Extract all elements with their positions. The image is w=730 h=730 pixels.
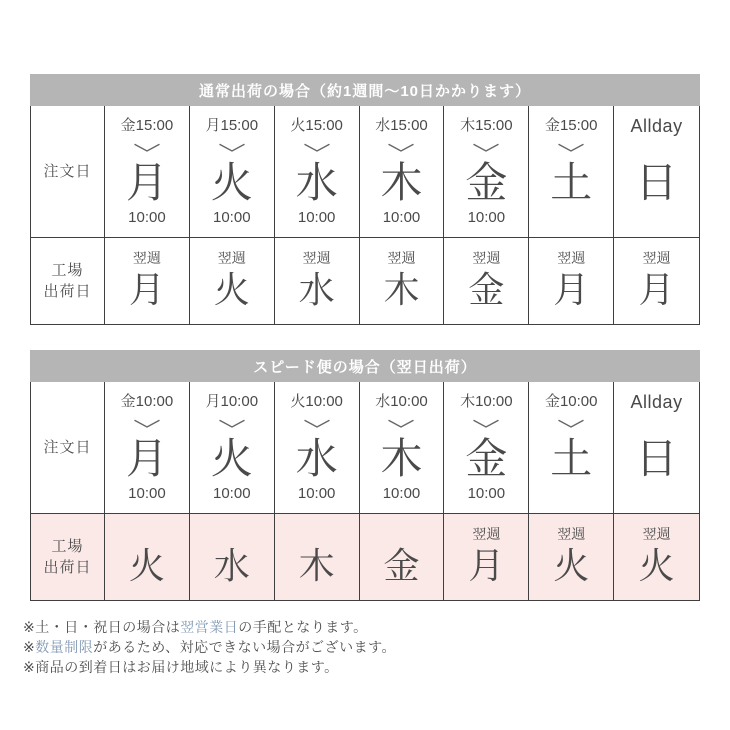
chevron-down-icon bbox=[558, 138, 584, 158]
order-day: 月 bbox=[125, 434, 168, 482]
order-deadline: 金15:00 bbox=[544, 116, 598, 134]
ship-cell bbox=[360, 514, 445, 600]
next-week-prefix: 翌週 bbox=[557, 526, 586, 542]
order-cell-tue bbox=[190, 106, 275, 238]
ship-day: 水 bbox=[213, 545, 250, 586]
ship-day: 金 bbox=[383, 545, 420, 586]
order-deadline: Allday bbox=[630, 391, 683, 412]
ship-cell bbox=[529, 514, 614, 600]
factory-ship-label-line1: 工場 bbox=[51, 262, 84, 279]
order-cell-sun bbox=[614, 106, 699, 238]
order-time: 10:00 bbox=[128, 208, 166, 226]
quantity-limit-link[interactable]: 数量制限 bbox=[35, 639, 94, 655]
ship-day: 月 bbox=[128, 269, 165, 310]
footnote-text: ※商品の到着日はお届け地域により異なります。 bbox=[23, 659, 339, 675]
ship-cell bbox=[190, 238, 275, 324]
order-time: 10:00 bbox=[382, 484, 421, 502]
footnote-holiday bbox=[23, 617, 730, 637]
factory-ship-label bbox=[31, 238, 105, 324]
footnote-text: があるため、対応できない場合がございます。 bbox=[93, 639, 397, 655]
next-week-prefix: 翌週 bbox=[472, 526, 501, 542]
order-cell-sat bbox=[529, 106, 614, 238]
order-date-label bbox=[31, 382, 105, 514]
ship-day: 火 bbox=[128, 545, 165, 586]
order-day: 土 bbox=[550, 158, 593, 206]
ship-cell bbox=[275, 514, 360, 600]
order-day: 日 bbox=[635, 434, 678, 482]
order-day: 水 bbox=[295, 434, 338, 482]
ship-day: 月 bbox=[553, 269, 590, 310]
next-week-prefix: 翌週 bbox=[557, 250, 586, 266]
order-time: 10:00 bbox=[467, 208, 506, 226]
order-cell-thu bbox=[360, 382, 445, 514]
order-day: 火 bbox=[210, 158, 253, 206]
chevron-down-icon bbox=[219, 138, 245, 158]
ship-cell bbox=[529, 238, 614, 324]
footnote-text: ※土・日・祝日の場合は bbox=[23, 619, 181, 635]
order-date-label bbox=[31, 106, 105, 238]
factory-ship-label-line1: 工場 bbox=[51, 538, 84, 555]
order-day: 火 bbox=[210, 434, 253, 482]
ship-day: 金 bbox=[468, 269, 505, 310]
order-deadline: 金10:00 bbox=[120, 392, 174, 410]
factory-ship-label-line2: 出荷日 bbox=[43, 559, 92, 576]
footnote-arrival bbox=[23, 657, 730, 677]
ship-cell bbox=[360, 238, 445, 324]
ship-day: 火 bbox=[553, 545, 590, 586]
order-time: 10:00 bbox=[297, 484, 336, 502]
order-deadline: 月15:00 bbox=[205, 116, 259, 134]
next-week-prefix: 翌週 bbox=[472, 250, 501, 266]
order-time: 10:00 bbox=[128, 484, 166, 502]
order-deadline: 火10:00 bbox=[290, 392, 343, 410]
chevron-down-icon bbox=[134, 138, 160, 158]
order-cell-tue bbox=[190, 382, 275, 514]
footnote-quantity bbox=[23, 637, 730, 657]
ship-day: 火 bbox=[638, 545, 675, 586]
order-day: 木 bbox=[380, 434, 423, 482]
chevron-down-icon bbox=[388, 414, 414, 434]
next-week-prefix: 翌週 bbox=[642, 526, 671, 542]
ship-cell bbox=[614, 514, 699, 600]
chevron-down-icon bbox=[219, 414, 245, 434]
chevron-down-icon bbox=[473, 414, 499, 434]
order-cell-mon bbox=[105, 106, 190, 238]
factory-ship-label-line2: 出荷日 bbox=[43, 283, 92, 300]
order-date-label-text: 注文日 bbox=[43, 439, 92, 456]
order-day: 木 bbox=[380, 158, 423, 206]
ship-day: 火 bbox=[213, 269, 250, 310]
order-deadline: 金15:00 bbox=[120, 116, 174, 134]
next-week-prefix: 翌週 bbox=[132, 250, 161, 266]
next-week-prefix: 翌週 bbox=[642, 250, 671, 266]
next-week-prefix: 翌週 bbox=[302, 250, 331, 266]
next-week-prefix: 翌週 bbox=[387, 250, 416, 266]
ship-cell bbox=[275, 238, 360, 324]
order-time: 10:00 bbox=[382, 208, 421, 226]
order-deadline: 水15:00 bbox=[375, 116, 428, 134]
order-deadline: 水10:00 bbox=[375, 392, 428, 410]
order-deadline: 火15:00 bbox=[290, 116, 343, 134]
order-day: 月 bbox=[125, 158, 168, 206]
ship-day: 水 bbox=[298, 269, 335, 310]
order-time: 10:00 bbox=[467, 484, 506, 502]
chevron-down-icon bbox=[134, 414, 160, 434]
order-cell-wed bbox=[275, 382, 360, 514]
order-time: 10:00 bbox=[297, 208, 336, 226]
ship-day: 木 bbox=[383, 269, 420, 310]
order-cell-mon bbox=[105, 382, 190, 514]
order-day: 水 bbox=[295, 158, 338, 206]
order-date-label-text: 注文日 bbox=[43, 163, 92, 180]
order-deadline: 月10:00 bbox=[205, 392, 259, 410]
order-day: 金 bbox=[465, 158, 508, 206]
next-week-prefix: 翌週 bbox=[217, 250, 246, 266]
ship-cell bbox=[614, 238, 699, 324]
ship-cell bbox=[444, 514, 529, 600]
order-day: 土 bbox=[550, 434, 593, 482]
ship-cell bbox=[105, 514, 190, 600]
footnotes bbox=[23, 617, 730, 677]
speed-shipping-table bbox=[30, 350, 700, 601]
order-deadline: 木10:00 bbox=[460, 392, 513, 410]
order-cell-fri bbox=[444, 382, 529, 514]
order-cell-wed bbox=[275, 106, 360, 238]
ship-cell bbox=[105, 238, 190, 324]
ship-cell bbox=[444, 238, 529, 324]
order-day: 日 bbox=[635, 158, 678, 206]
order-deadline: 木15:00 bbox=[460, 116, 513, 134]
chevron-down-icon bbox=[388, 138, 414, 158]
order-cell-sat bbox=[529, 382, 614, 514]
chevron-down-icon bbox=[473, 138, 499, 158]
chevron-down-icon bbox=[304, 414, 330, 434]
speed-shipping-title: スピード便の場合（翌日出荷） bbox=[30, 350, 700, 382]
ship-cell bbox=[190, 514, 275, 600]
ship-day: 月 bbox=[468, 545, 505, 586]
order-deadline: 金10:00 bbox=[544, 392, 598, 410]
order-cell-thu bbox=[360, 106, 445, 238]
normal-shipping-title: 通常出荷の場合（約1週間～10日かかります） bbox=[30, 74, 700, 106]
ship-day: 木 bbox=[298, 545, 335, 586]
normal-shipping-table bbox=[30, 74, 700, 325]
order-day: 金 bbox=[465, 434, 508, 482]
order-cell-sun bbox=[614, 382, 699, 514]
order-time: 10:00 bbox=[213, 484, 251, 502]
chevron-down-icon bbox=[304, 138, 330, 158]
factory-ship-label bbox=[31, 514, 105, 600]
chevron-down-icon bbox=[558, 414, 584, 434]
order-time: 10:00 bbox=[213, 208, 251, 226]
footnote-text: の手配となります。 bbox=[238, 619, 368, 635]
ship-day: 月 bbox=[638, 269, 675, 310]
order-deadline: Allday bbox=[630, 115, 683, 136]
next-business-day-link[interactable]: 翌営業日 bbox=[180, 619, 239, 635]
order-cell-fri bbox=[444, 106, 529, 238]
footnote-text: ※ bbox=[23, 639, 36, 655]
